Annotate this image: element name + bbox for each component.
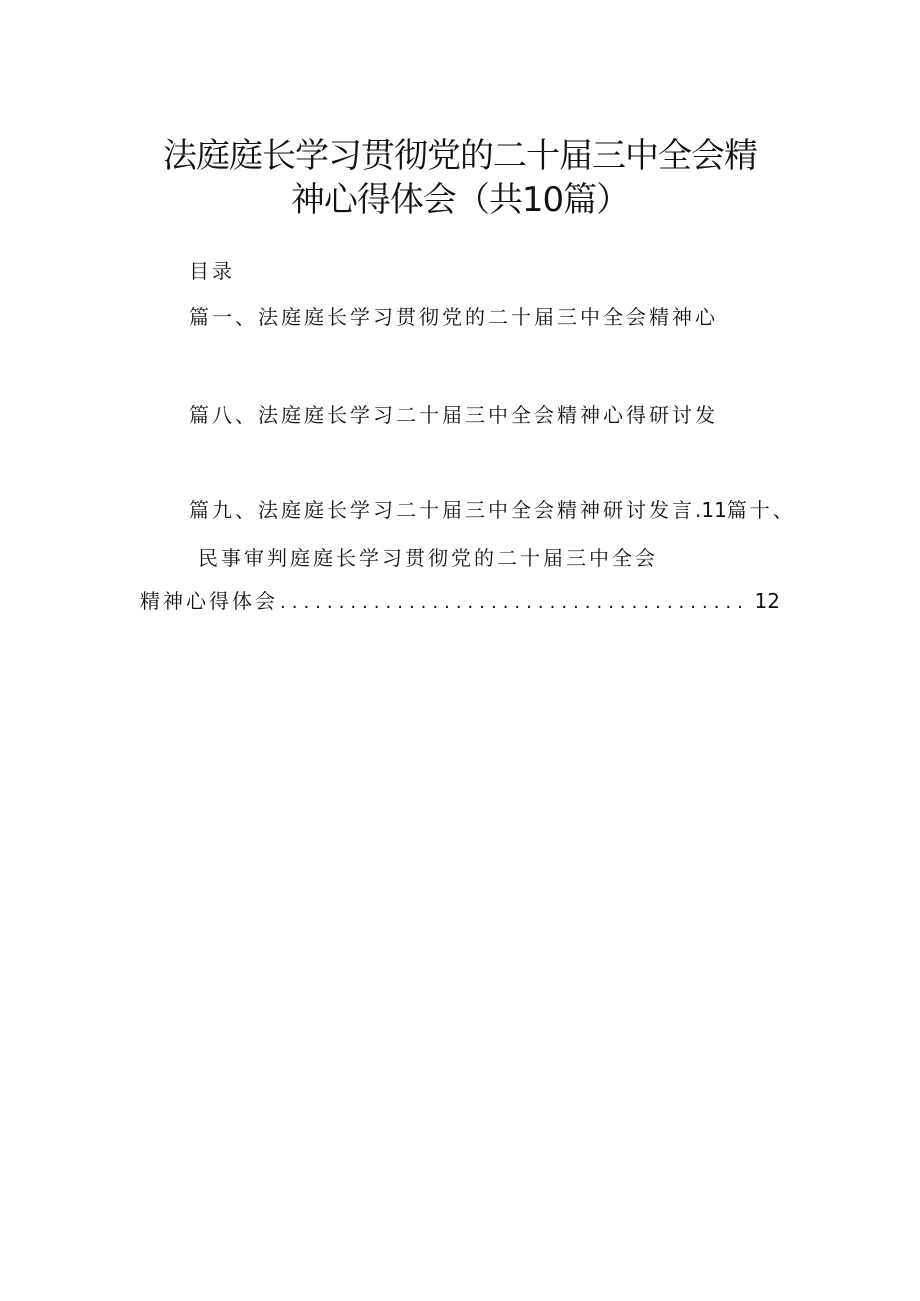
document-title-line-1: 法庭庭长学习贯彻党的二十届三中全会精 [163, 136, 757, 176]
toc-entry-9-page-number: .11 [695, 498, 727, 522]
toc-entry-8-text: 篇八、法庭庭长学习二十届三中全会精神心得研讨发 [189, 403, 718, 427]
toc-entry-10-text-part-3: 精神心得体会 [140, 589, 278, 613]
toc-entry-10-page-number: 12 [754, 589, 780, 613]
toc-entry-9-text: 篇九、法庭庭长学习二十届三中全会精神研讨发言 [189, 498, 695, 522]
toc-dot-leader: ........................................ [280, 592, 749, 613]
toc-entry-10-line-3[interactable] [140, 585, 780, 614]
toc-entry-10-line-2[interactable] [198, 542, 658, 571]
document-title-line-2: 神心得体会（共10篇） [290, 180, 630, 220]
toc-entry-1[interactable] [189, 301, 718, 330]
toc-entry-1-text: 篇一、法庭庭长学习贯彻党的二十届三中全会精神心 [189, 305, 718, 329]
toc-entry-9[interactable] [189, 494, 796, 523]
toc-heading: 目录 [189, 259, 235, 283]
toc-entry-10-text-part-2: 民事审判庭庭长学习贯彻党的二十届三中全会 [198, 546, 658, 570]
toc-entry-8[interactable] [189, 399, 718, 428]
toc-entry-10-prefix: 篇十、 [726, 498, 796, 522]
